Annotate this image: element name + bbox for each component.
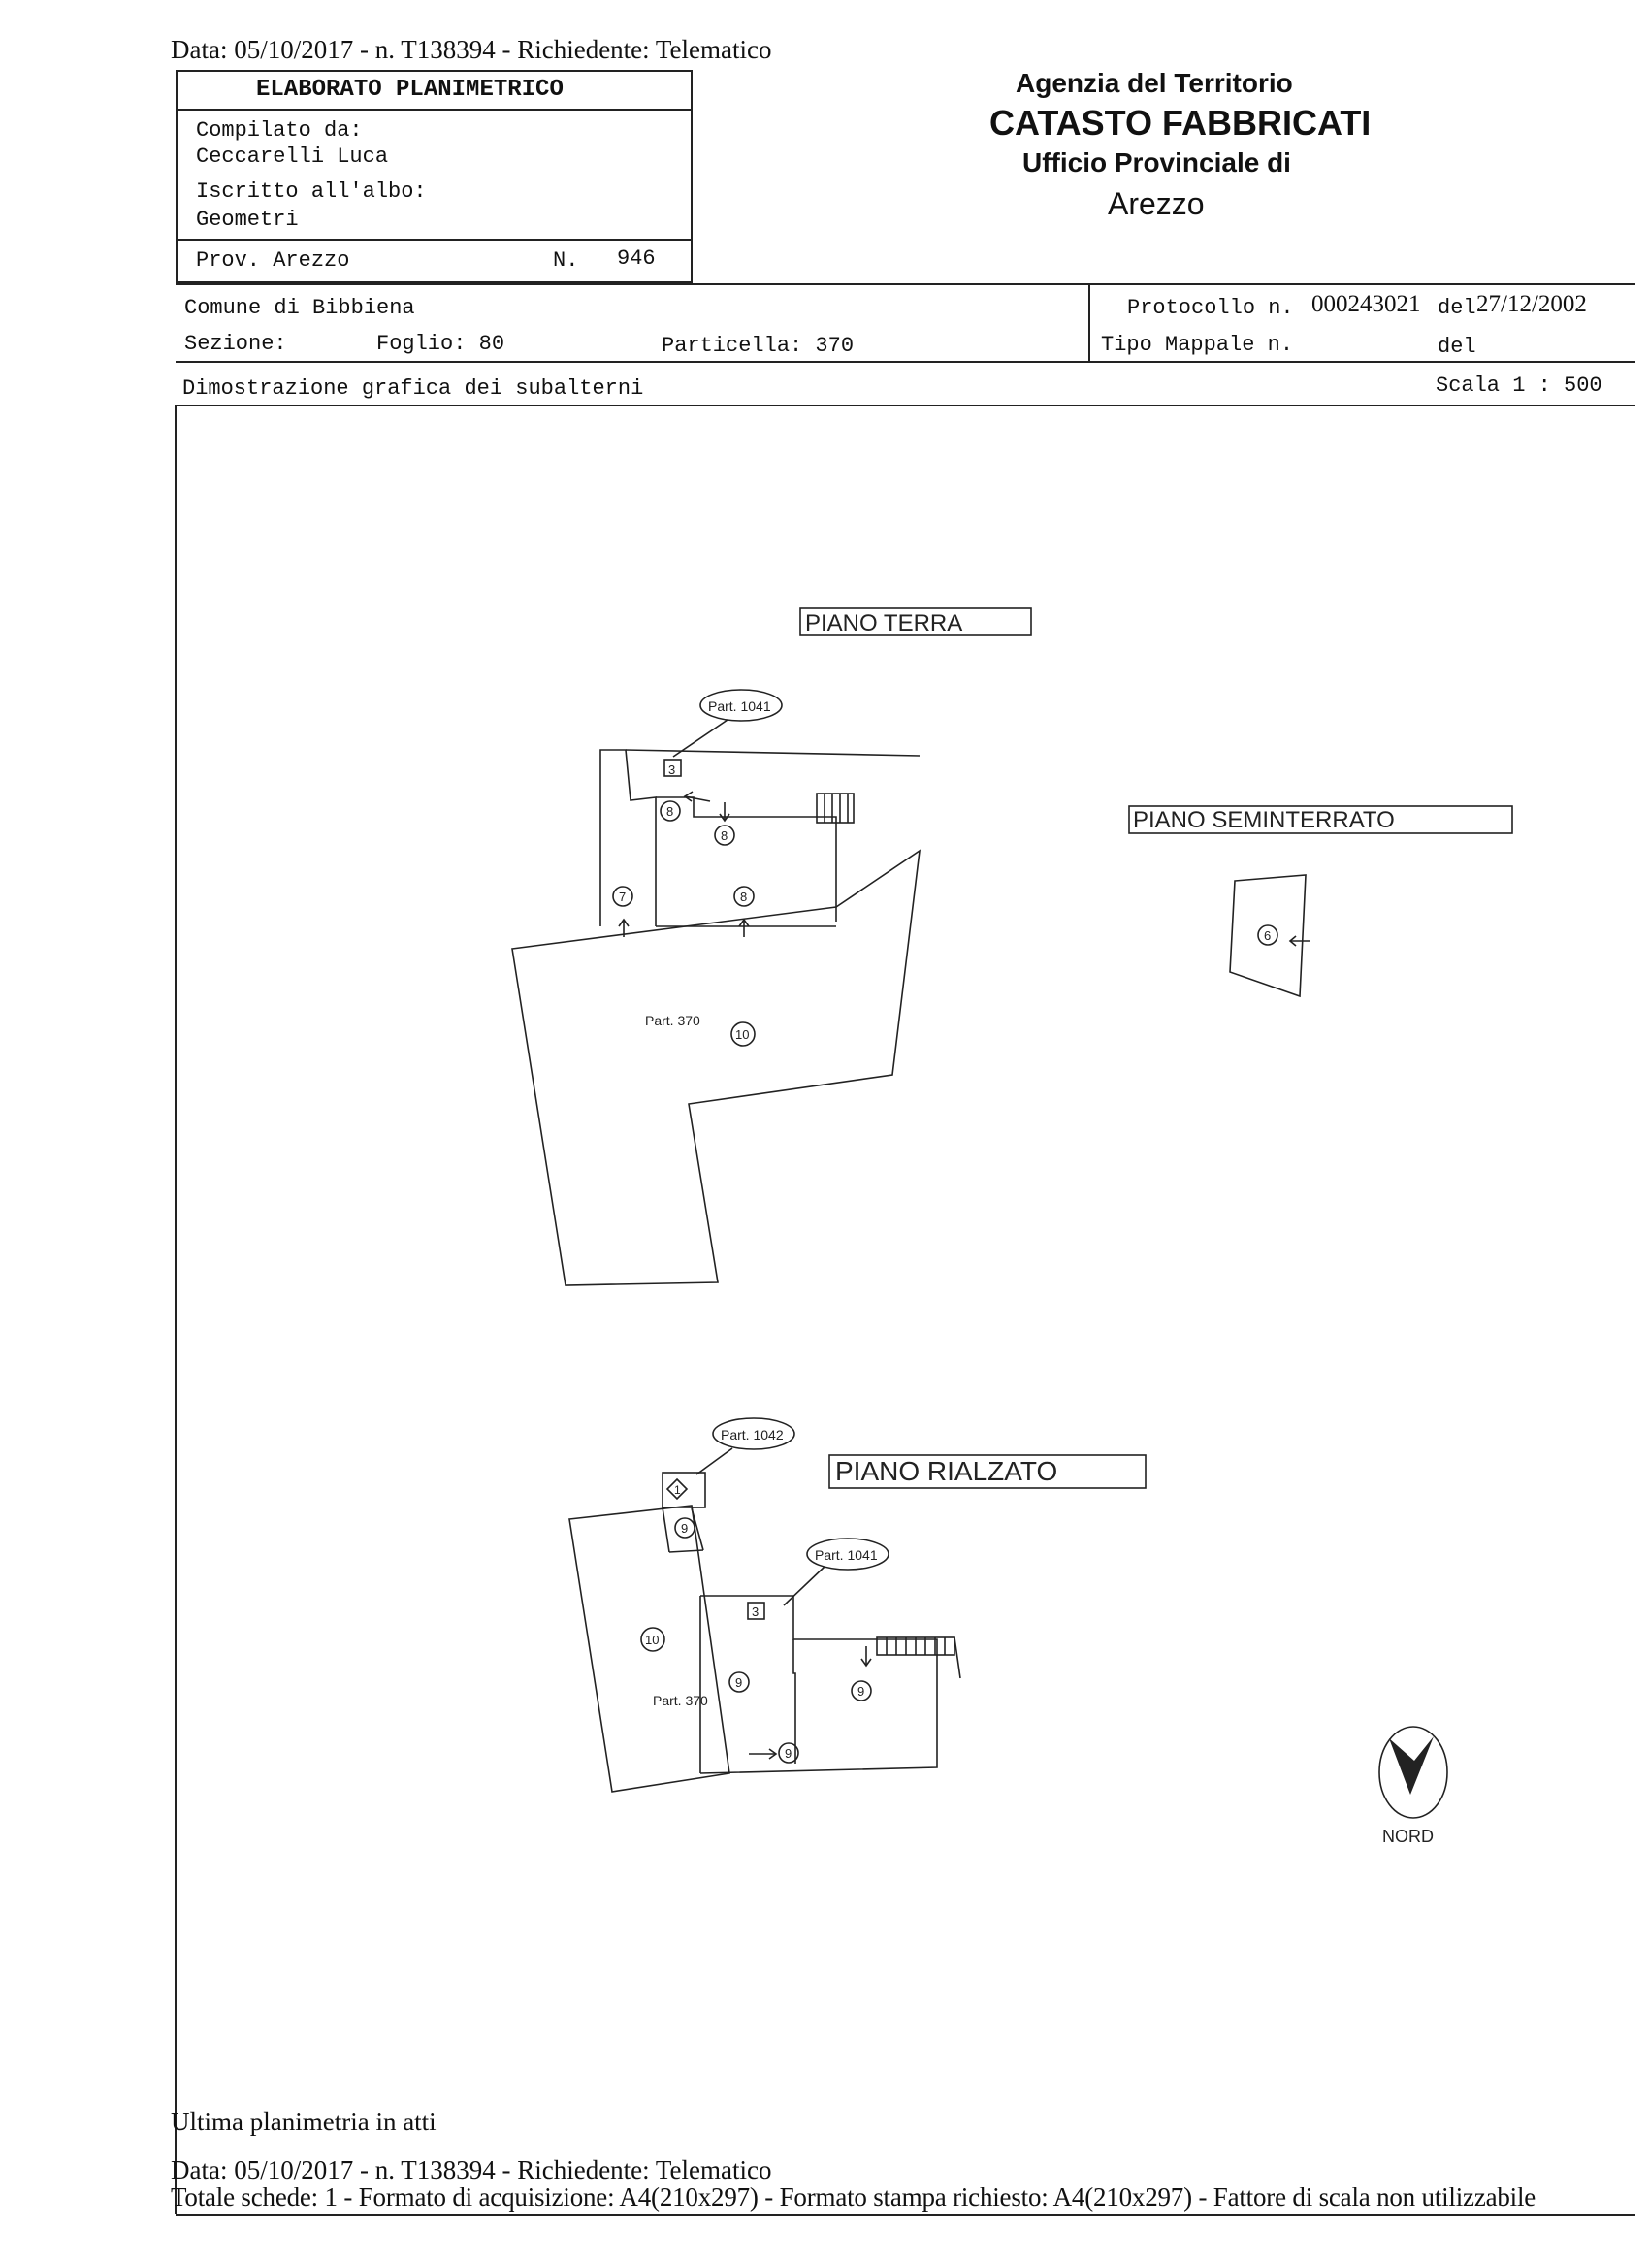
piano-terra-part-370: Part. 370: [645, 1013, 700, 1028]
piano-terra-parcel-370: [512, 851, 920, 1285]
piano-rialzato-sub3: 3: [752, 1604, 760, 1619]
elaborato-title: ELABORATO PLANIMETRICO: [256, 77, 564, 103]
header-request-line: Data: 05/10/2017 - n. T138394 - Richiedente: Telematico: [171, 35, 772, 64]
piano-terra-label: PIANO TERRA: [805, 610, 963, 636]
piano-terra-sub8-b: 8: [721, 828, 728, 843]
piano-terra-sub7: 7: [619, 890, 627, 904]
agency-line3: Ufficio Provinciale di: [1022, 147, 1291, 178]
piano-rialzato-sub1: 1: [674, 1483, 681, 1497]
piano-terra-sub10: 10: [735, 1027, 750, 1042]
protocollo-del-label: del: [1438, 296, 1476, 320]
north-label: NORD: [1382, 1827, 1434, 1846]
tipo-mappale-label: Tipo Mappale n.: [1101, 333, 1294, 357]
piano-terra-sub3: 3: [668, 762, 676, 777]
ultima-planimetria: Ultima planimetria in atti: [171, 2107, 436, 2136]
piano-terra-building-top: [626, 750, 920, 756]
agency-line1: Agenzia del Territorio: [1016, 68, 1293, 98]
scala-label: Scala 1 : 500: [1436, 373, 1602, 398]
compilato-name: Ceccarelli Luca: [196, 145, 389, 169]
n-label: N.: [553, 248, 579, 273]
piano-terra-part-1041: Part. 1041: [708, 698, 771, 714]
piano-rialzato-sub9-c: 9: [857, 1684, 865, 1699]
piano-seminterrato-label: PIANO SEMINTERRATO: [1133, 807, 1395, 833]
piano-rialzato-part-1041: Part. 1041: [815, 1547, 878, 1563]
n-value: 946: [617, 246, 656, 271]
piano-rialzato-parcel-370: [569, 1506, 729, 1792]
protocollo-del-value: 27/12/2002: [1476, 291, 1587, 317]
sezione-label: Sezione:: [184, 332, 287, 356]
protocollo-value: 000243021: [1311, 291, 1421, 317]
particella-value: Particella: 370: [662, 334, 855, 358]
piano-seminterrato-sub6: 6: [1264, 928, 1272, 943]
piano-terra-sub8-c: 8: [740, 890, 748, 904]
piano-rialzato-label: PIANO RIALZATO: [835, 1456, 1058, 1486]
north-arrow-icon: [1389, 1736, 1434, 1795]
prov-value: Prov. Arezzo: [196, 248, 350, 273]
piano-rialzato-sub10: 10: [645, 1633, 660, 1647]
piano-rialzato-sub9-a: 9: [681, 1521, 689, 1536]
tipo-mappale-del-label: del: [1438, 335, 1476, 359]
piano-terra-sub8-a: 8: [666, 804, 674, 819]
compilato-label: Compilato da:: [196, 118, 363, 143]
piano-rialzato-part-370: Part. 370: [653, 1693, 708, 1708]
iscritto-value: Geometri: [196, 208, 299, 232]
footer-bottom-line: [176, 2214, 1635, 2216]
footer-request-line: Data: 05/10/2017 - n. T138394 - Richiedente: Telematico: [171, 2155, 772, 2185]
agency-line4: Arezzo: [1108, 186, 1205, 221]
dimostrazione-label: Dimostrazione grafica dei subalterni: [182, 376, 644, 401]
comune-value: Comune di Bibbiena: [184, 296, 415, 320]
iscritto-label: Iscritto all'albo:: [196, 179, 427, 204]
footer-totale: Totale schede: 1 - Formato di acquisizione: A4(210x297) - Formato stampa richiesto: A4(210x297) - Fattore di scala non utilizzabile: [171, 2183, 1536, 2212]
piano-terra-building-left: [600, 750, 656, 926]
piano-rialzato-sub9-b: 9: [735, 1675, 743, 1690]
agency-line2: CATASTO FABBRICATI: [989, 103, 1372, 143]
protocollo-label: Protocollo n.: [1127, 296, 1294, 320]
piano-rialzato-part-1042: Part. 1042: [721, 1427, 784, 1442]
piano-rialzato-sub9-d: 9: [785, 1746, 792, 1761]
foglio-value: Foglio: 80: [376, 332, 505, 356]
